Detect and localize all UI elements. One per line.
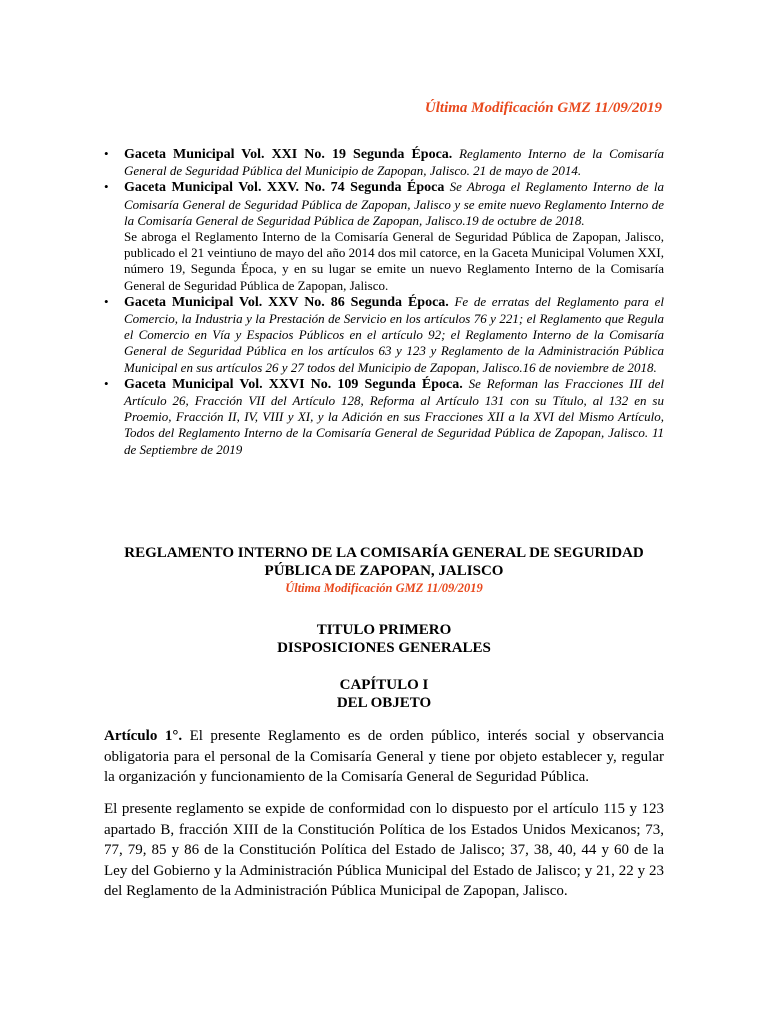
gazette-description: Se Abroga el Reglamento Interno de la Comisaría General de Seguridad Pública de Zapopan, Jalisco y se emite nuevo Reglamento Interno de la Comisaría General de Seguridad Pública de Zapopan, Jalisco.19 de octubre de 2018. xyxy=(124,179,664,228)
regulation-title-line2: PÚBLICA DE ZAPOPAN, JALISCO xyxy=(264,563,504,579)
gazette-title: Gaceta Municipal Vol. XXV No. 86 Segunda Época. xyxy=(124,294,449,310)
legal-basis-paragraph: El presente reglamento se expide de conformidad con lo dispuesto por el artículo 115 y 123 apartado B, fracción XIII de la Constitución Política de los Estados Unidos Mexicanos; 73, 77, 79, 85 y 86 de la Constitución Política del Estado de Jalisco; 37, 38, 40, 44 y 60 de la Ley del Gobierno y la Administración Pública Municipal del Estado de Jalisco; y 21, 22 y 23 del Reglamento de la Administración Pública Municipal de Zapopan, Jalisco. xyxy=(104,801,664,899)
titulo-line1: TITULO PRIMERO xyxy=(316,622,452,638)
article-label: Artículo 1°. xyxy=(104,728,183,744)
capitulo-line2: DEL OBJETO xyxy=(336,695,432,711)
last-modification-header: Última Modificación GMZ 11/09/2019 xyxy=(424,100,662,116)
regulation-last-modification: Última Modificación GMZ 11/09/2019 xyxy=(285,581,483,595)
gazette-description: Se Reforman las Fracciones III del Artículo 26, Fracción VII del Artículo 128, Reforma al Artículo 131 con su Título, al 132 en su Proemio, Fracción II, IV, VIII y XI, y la Adición en sus Fracciones XII a la XVI del Mismo Artículo, Todos del Reglamento Interno de la Comisaría General de Seguridad Pública de Zapopan, Jalisco. 11 de Septiembre de 2019 xyxy=(124,375,664,457)
bullet-icon: • xyxy=(104,375,109,391)
regulation-title-line1: REGLAMENTO INTERNO DE LA COMISARÍA GENERAL DE SEGURIDAD xyxy=(124,545,644,561)
bullet-icon: • xyxy=(104,293,109,309)
titulo-heading xyxy=(104,621,664,657)
regulation-title xyxy=(104,544,664,580)
gazette-note: Se abroga el Reglamento Interno de la Comisaría General de Seguridad Pública de Zapopan, Jalisco, publicado el 21 veintiuno de mayo del año 2014 dos mil catorce, en la Gaceta Municipal Volumen XXI, número 19, Segunda Época, y en su lugar se emite un nuevo Reglamento Interno de la Comisaría General de Seguridad Pública de Zapopan, Jalisco. xyxy=(124,229,664,293)
gazette-item xyxy=(104,376,664,458)
article-text: El presente Reglamento es de orden público, interés social y observancia obligatoria para el personal de la Comisaría General y tiene por objeto establecer y, regular la organización y funcionamiento de la Comisaría General de Seguridad Pública. xyxy=(104,728,664,785)
bullet-icon: • xyxy=(104,146,109,161)
gazette-description: Fe de erratas del Reglamento para el Comercio, la Industria y la Prestación de Servicio en los artículos 76 y 221; el Reglamento que Regula el Comercio en Vía y Espacios Públicos en el artículo 92; el Reglamento Interno de la Comisaría General de Seguridad Pública en los artículos 63 y 123 y Reglamento de la Administración Pública Municipal en sus artículos 26 y 27 todos del Municipio de Zapopan, Jalisco.16 de noviembre de 2018. xyxy=(124,293,664,375)
gazette-title: Gaceta Municipal Vol. XXI No. 19 Segunda Época. xyxy=(124,147,453,162)
gazette-item xyxy=(104,294,664,376)
gazette-title: Gaceta Municipal Vol. XXV. No. 74 Segunda Época xyxy=(124,180,445,196)
article-1-paragraph xyxy=(104,726,664,788)
bullet-icon: • xyxy=(104,179,109,195)
gazette-item xyxy=(104,179,664,293)
gazette-description: Reglamento Interno de la Comisaría General de Seguridad Pública del Municipio de Zapopan, Jalisco. 21 de mayo de 2014. xyxy=(124,146,664,179)
gazette-list xyxy=(104,146,664,458)
titulo-line2: DISPOSICIONES GENERALES xyxy=(277,640,491,656)
capitulo-line1: CAPÍTULO I xyxy=(339,677,429,693)
gazette-title: Gaceta Municipal Vol. XXVI No. 109 Segunda Época. xyxy=(124,376,463,392)
capitulo-heading xyxy=(104,676,664,712)
gazette-item xyxy=(104,146,664,179)
